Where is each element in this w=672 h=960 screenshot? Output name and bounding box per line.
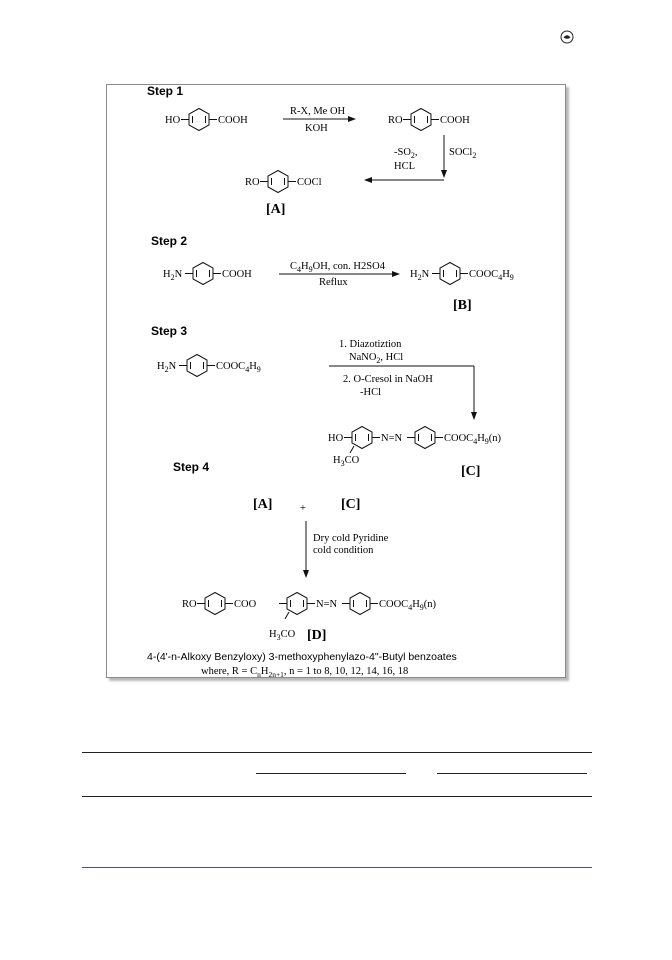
table-top-rule [82,752,592,753]
step1-side-reagent-hcl: HCL [394,161,415,172]
benzene-ring [440,263,460,285]
benzene-ring [352,427,372,449]
scheme-caption: 4-(4'-n-Alkoxy Benzyloxy) 3-methoxyphenylazo-4"-Butyl benzoates [147,651,457,663]
step3-cond-hcl: -HCl [360,387,381,398]
step2-reactant-h2n: $H_2N$ [163,269,183,282]
table-bottom-rule [82,867,592,868]
step4-cond-pyridine: Dry cold Pyridine [313,533,389,544]
product-d-azo: N=N [316,599,338,610]
product-c-ester: $COOC_4H_9(n)$ [444,433,502,446]
benzene-ring [350,593,370,615]
step3-reactant-ester: $COOC_4H_9$ [216,361,261,374]
table-frame [82,752,592,870]
product-c-azo: N=N [381,433,403,444]
step1-reagents-top: R-X, Me OH [290,106,346,117]
table-group-rule-2 [437,773,587,774]
benzene-ring [187,355,207,377]
benzene-ring [415,427,435,449]
step1-reagents-bottom: KOH [305,123,328,134]
table-group-rule-1 [256,773,406,774]
step1-title: Step 1 [147,85,184,98]
benzene-ring [205,593,225,615]
step3-cond-o-cresol: 2. O-Cresol in NaOH [343,374,433,385]
step1-side-reagent-socl2: SOCl$_2$ [449,147,477,160]
step1-chloride-cocl: COCl [297,177,322,188]
benzene-ring [193,263,213,285]
step4-plus: + [300,503,306,514]
benzene-ring [189,109,209,131]
scheme-caption-where: where, $R = C_nH_{2n+1}$, n = 1 to 8, 10, 12, 14, 16, 18 [201,666,409,677]
product-d-ro: RO [182,599,197,610]
reaction-scheme-figure [106,84,566,678]
step3-title: Step 3 [151,324,188,338]
step4-reactant-c: [C] [341,497,361,512]
product-d-methoxy: $H_3CO$ [269,629,296,642]
benzene-ring [411,109,431,131]
step3-reactant-h2n: $H_2N$ [157,361,177,374]
step2-product-h2n: $H_2N$ [410,269,430,282]
compound-label-c: [C] [461,464,481,479]
step2-reagent-butanol: $C_4H_9OH$, con. H2SO4 [290,261,385,274]
compound-label-b: [B] [453,298,472,313]
step2-product-ester: $COOC_4H_9$ [469,269,514,282]
compound-label-d-text: [D] [307,628,327,643]
corner-badge-icon [560,30,574,44]
step4-cond-cold: cold condition [313,545,374,556]
step3-cond-nano2: NaNO$_2$, HCl [349,352,404,365]
step1-side-reagent-so2: $-SO_2$, [394,147,418,160]
reaction-scheme-svg [107,85,565,677]
step1-reactant-ho: HO [165,115,181,126]
step4-title: Step 4 [173,460,210,474]
benzene-ring [268,171,288,193]
product-d-ester: $COOC_4H_9(n)$ [379,599,437,612]
product-d-coo: COO [234,599,257,610]
step2-reagent-reflux: Reflux [319,277,348,288]
table-header-rule [82,796,592,797]
step2-reactant-cooh: COOH [222,269,252,280]
benzene-ring [287,593,307,615]
step1-reactant-cooh: COOH [218,115,248,126]
product-c-methoxy: $H_3CO$ [333,455,360,468]
product-c-ho: HO [328,433,344,444]
step2-title: Step 2 [151,234,188,248]
step1-chloride-ro: RO [245,177,260,188]
compound-label-a: [A] [266,202,286,217]
step1-product-ro: RO [388,115,403,126]
step1-product-cooh: COOH [440,115,470,126]
step3-cond-diazotization: 1. Diazotiztion [339,339,402,350]
step4-reactant-a: [A] [253,497,273,512]
